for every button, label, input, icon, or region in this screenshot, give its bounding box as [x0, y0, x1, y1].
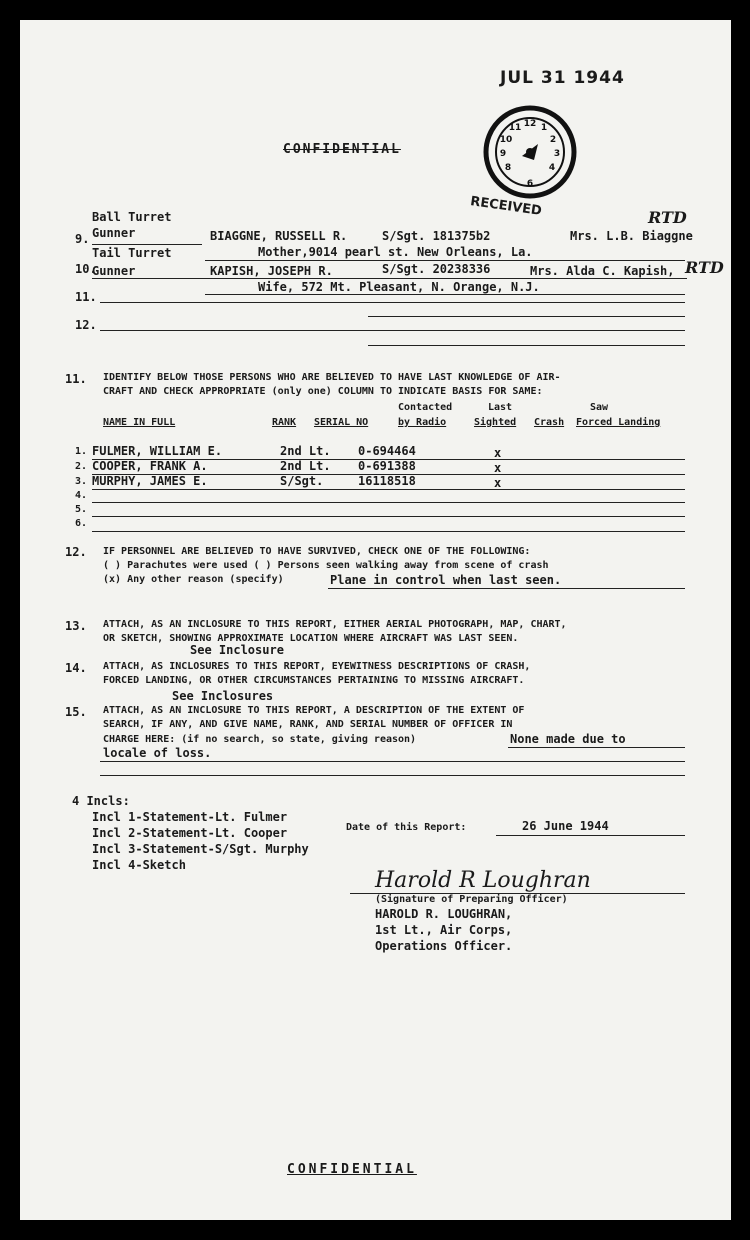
- received-stamp: RECEIVED: [469, 194, 543, 219]
- section-text: CRAFT AND CHECK APPROPRIATE (only one) COLUMN TO INDICATE BASIS FOR SAME:: [103, 386, 543, 397]
- crew-position: Gunner: [92, 226, 136, 240]
- section-number: 12.: [65, 545, 87, 559]
- col-header-landing-top: Saw: [590, 402, 609, 413]
- svg-text:4: 4: [548, 163, 556, 173]
- witness-rank: S/Sgt.: [280, 474, 324, 488]
- section-number: 15.: [65, 705, 87, 719]
- svg-text:10: 10: [499, 135, 513, 145]
- svg-text:11: 11: [508, 123, 522, 133]
- annotation-rtd: RTD: [648, 208, 687, 227]
- crew-position: Gunner: [92, 264, 136, 278]
- section-text: IF PERSONNEL ARE BELIEVED TO HAVE SURVIVED, CHECK ONE OF THE FOLLOWING:: [103, 546, 531, 557]
- section-answer: locale of loss.: [103, 746, 212, 760]
- svg-text:1: 1: [540, 123, 548, 133]
- clock-stamp-icon: [482, 104, 578, 200]
- crew-position: Tail Turret: [92, 246, 172, 260]
- col-header-sighted: Sighted: [474, 417, 517, 428]
- survival-reason: Plane in control when last seen.: [330, 573, 562, 587]
- crew-kin-address: Wife, 572 Mt. Pleasant, N. Orange, N.J.: [258, 280, 540, 294]
- inclosure-item: Incl 2-Statement-Lt. Cooper: [92, 826, 288, 840]
- inclosure-item: Incl 4-Sketch: [92, 858, 186, 872]
- crew-name: KAPISH, JOSEPH R.: [210, 264, 333, 278]
- col-header-radio: by Radio: [398, 417, 447, 428]
- annotation-rtd: RTD: [685, 258, 724, 277]
- witness-sighted-mark: x: [494, 476, 502, 490]
- witness-sighted-mark: x: [494, 446, 502, 460]
- col-header-rank: RANK: [272, 417, 297, 428]
- section-text: SEARCH, IF ANY, AND GIVE NAME, RANK, AND SERIAL NUMBER OF OFFICER IN: [103, 719, 513, 730]
- svg-text:3: 3: [553, 149, 561, 159]
- svg-text:6: 6: [526, 179, 534, 189]
- section-text: ATTACH, AS AN INCLOSURE TO THIS REPORT, EITHER AERIAL PHOTOGRAPH, MAP, CHART,: [103, 619, 567, 630]
- section-answer: See Inclosures: [172, 689, 274, 703]
- crew-rank-serial: S/Sgt. 20238336: [382, 262, 491, 276]
- row-number: 5.: [75, 504, 88, 515]
- section-text: FORCED LANDING, OR OTHER CIRCUMSTANCES PERTAINING TO MISSING AIRCRAFT.: [103, 675, 525, 686]
- crew-number: 11.: [75, 290, 97, 304]
- classification-header: CONFIDENTIAL: [283, 142, 401, 157]
- witness-name: MURPHY, JAMES E.: [92, 474, 208, 488]
- signer-rank: 1st Lt., Air Corps,: [375, 923, 513, 937]
- section-text: OR SKETCH, SHOWING APPROXIMATE LOCATION WHERE AIRCRAFT WAS LAST SEEN.: [103, 633, 519, 644]
- handwritten-signature: Harold R Loughran: [375, 868, 591, 893]
- svg-text:8: 8: [504, 163, 512, 173]
- row-number: 6.: [75, 518, 88, 529]
- witness-name: COOPER, FRANK A.: [92, 459, 208, 473]
- inclosure-item: Incl 1-Statement-Lt. Fulmer: [92, 810, 288, 824]
- row-number: 3.: [75, 476, 88, 487]
- classification-footer: CONFIDENTIAL: [287, 1162, 417, 1177]
- crew-kin-address: Mother,9014 pearl st. New Orleans, La.: [258, 245, 533, 259]
- witness-serial: 16118518: [358, 474, 416, 488]
- signer-title: Operations Officer.: [375, 939, 513, 953]
- witness-name: FULMER, WILLIAM E.: [92, 444, 223, 458]
- witness-rank: 2nd Lt.: [280, 459, 331, 473]
- section-text: CHARGE HERE: (if no search, so state, giving reason): [103, 734, 417, 745]
- col-header-radio-top: Contacted: [398, 402, 453, 413]
- section-answer: None made due to: [510, 732, 626, 746]
- col-header-name: NAME IN FULL: [103, 417, 176, 428]
- section-text: ATTACH, AS AN INCLOSURE TO THIS REPORT, A DESCRIPTION OF THE EXTENT OF: [103, 705, 525, 716]
- col-header-serial: SERIAL NO: [314, 417, 369, 428]
- section-answer: See Inclosure: [190, 643, 284, 657]
- svg-text:2: 2: [549, 135, 557, 145]
- crew-position: Ball Turret: [92, 210, 172, 224]
- section-text: IDENTIFY BELOW THOSE PERSONS WHO ARE BELIEVED TO HAVE LAST KNOWLEDGE OF AIR-: [103, 372, 561, 383]
- report-date-label: Date of this Report:: [346, 822, 467, 833]
- col-header-landing: Forced Landing: [576, 417, 661, 428]
- crew-name: BIAGGNE, RUSSELL R.: [210, 229, 348, 243]
- svg-text:9: 9: [499, 149, 507, 159]
- crew-rank-serial: S/Sgt. 181375b2: [382, 229, 491, 243]
- signature-caption: (Signature of Preparing Officer): [375, 894, 568, 905]
- row-number: 4.: [75, 490, 88, 501]
- crew-next-of-kin: Mrs. L.B. Biaggne: [570, 229, 693, 243]
- crew-number: 9.: [75, 232, 90, 246]
- witness-rank: 2nd Lt.: [280, 444, 331, 458]
- section-text: ATTACH, AS INCLOSURES TO THIS REPORT, EYEWITNESS DESCRIPTIONS OF CRASH,: [103, 661, 531, 672]
- inclosure-item: Incl 3-Statement-S/Sgt. Murphy: [92, 842, 309, 856]
- report-date-value: 26 June 1944: [522, 819, 609, 833]
- svg-text:12: 12: [523, 119, 537, 129]
- signer-name: HAROLD R. LOUGHRAN,: [375, 907, 513, 921]
- section-number: 14.: [65, 661, 87, 675]
- witness-serial: 0-691388: [358, 459, 416, 473]
- crew-number: 12.: [75, 318, 97, 332]
- row-number: 1.: [75, 446, 88, 457]
- row-number: 2.: [75, 461, 88, 472]
- survival-option-other: (x) Any other reason (specify): [103, 574, 284, 585]
- crew-next-of-kin: Mrs. Alda C. Kapish,: [530, 264, 675, 278]
- survival-option-parachutes: ( ) Parachutes were used ( ) Persons seen walking away from scene of crash: [103, 560, 549, 571]
- col-header-sighted-top: Last: [488, 402, 513, 413]
- witness-sighted-mark: x: [494, 461, 502, 475]
- section-number: 13.: [65, 619, 87, 633]
- crew-number: 10.: [75, 262, 97, 276]
- inclosures-heading: 4 Incls:: [72, 794, 130, 808]
- date-received-stamp: JUL 31 1944: [500, 68, 625, 88]
- col-header-crash: Crash: [534, 417, 565, 428]
- section-number: 11.: [65, 372, 87, 386]
- witness-serial: 0-694464: [358, 444, 416, 458]
